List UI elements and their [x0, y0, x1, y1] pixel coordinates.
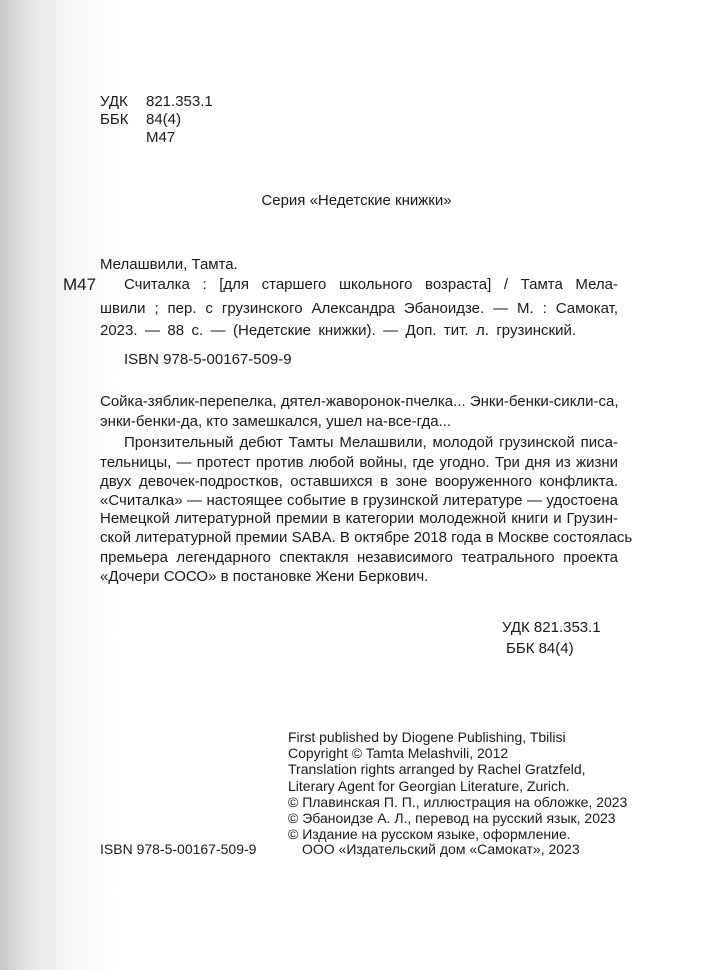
copyright-line-6: © Эбаноидзе А. Л., перевод на русский язык, 2023	[288, 810, 616, 827]
annotation-p1-line-2: энки-бенки-да, кто замешкался, ушел на-все-гда...	[100, 413, 452, 430]
copyright-line-2: Copyright © Tamta Melashvili, 2012	[288, 745, 509, 762]
annotation-p2-line-8: «Дочери СОСО» в постановке Жени Беркович.	[100, 568, 429, 585]
author-mark: М47	[146, 129, 176, 146]
bbk-label: ББК	[100, 111, 129, 128]
classification-block	[100, 93, 213, 147]
udk-label: УДК	[100, 93, 128, 110]
catalog-mark: М47	[63, 275, 97, 294]
annotation-p2-line-6: ской литературной премии SABA. В октябре 2018 года в Москве состоялась	[100, 529, 633, 546]
copyright-line-3: Translation rights arranged by Rachel Gratzfeld,	[288, 761, 586, 778]
catalog-isbn: ISBN 978-5-00167-509-9	[124, 351, 292, 368]
catalog-author: Мелашвили, Тамта.	[100, 256, 238, 273]
copyright-line-7: © Издание на русском языке, оформление.	[288, 826, 571, 843]
author-mark-row	[100, 129, 213, 147]
bottom-bbk: ББК 84(4)	[506, 640, 574, 657]
annotation-p2-line-4: «Считалка» — настоящее событие в грузинской литературе — удостоена	[100, 492, 618, 509]
catalog-line-3: 2023. — 88 с. — (Недетские книжки). — Доп. тит. л. грузинский.	[100, 322, 576, 339]
footer-isbn: ISBN 978-5-00167-509-9	[100, 841, 257, 857]
annotation-p2-line-2: тельницы, — протест против любой войны, где угодно. Три дня из жизни	[100, 454, 618, 471]
annotation-p2-line-5: Немецкой литературной премии в категории молодежной книги и Грузин-	[100, 510, 618, 527]
copyright-line-1: First published by Diogene Publishing, Tbilisi	[288, 729, 566, 745]
copyright-line-5: © Плавинская П. П., иллюстрация на обложке, 2023	[288, 793, 628, 810]
annotation-p2-line-3: двух девочек-подростков, оставшихся в зоне вооруженного конфликта.	[100, 473, 618, 490]
annotation-p1-line-1: Сойка-зяблик-перепелка, дятел-жаворонок-пчелка... Энки-бенки-сикли-са,	[100, 393, 619, 410]
annotation-p2-line-7: премьера легендарного спектакля независимого театрального проекта	[100, 549, 618, 566]
copyright-block	[288, 729, 627, 842]
series-title: Серия «Недетские книжки»	[261, 192, 452, 209]
footer-publisher: ООО «Издательский дом «Самокат», 2023	[302, 841, 580, 857]
catalog-line-2: швили ; пер. с грузинского Александра Эбаноидзе. — М. : Самокат,	[100, 300, 618, 317]
bottom-udk: УДК 821.353.1	[502, 619, 601, 636]
annotation-p2-line-1: Пронзительный дебют Тамты Мелашвили, молодой грузинской писа-	[124, 434, 618, 451]
udk-row	[100, 93, 213, 111]
copyright-line-4: Literary Agent for Georgian Literature, Zurich.	[288, 777, 570, 794]
bbk-value: 84(4)	[146, 111, 182, 128]
udk-value: 821.353.1	[146, 93, 213, 110]
catalog-line-1: Считалка : [для старшего школьного возраста] / Тамта Мела-	[124, 276, 618, 293]
bbk-row	[100, 111, 213, 129]
